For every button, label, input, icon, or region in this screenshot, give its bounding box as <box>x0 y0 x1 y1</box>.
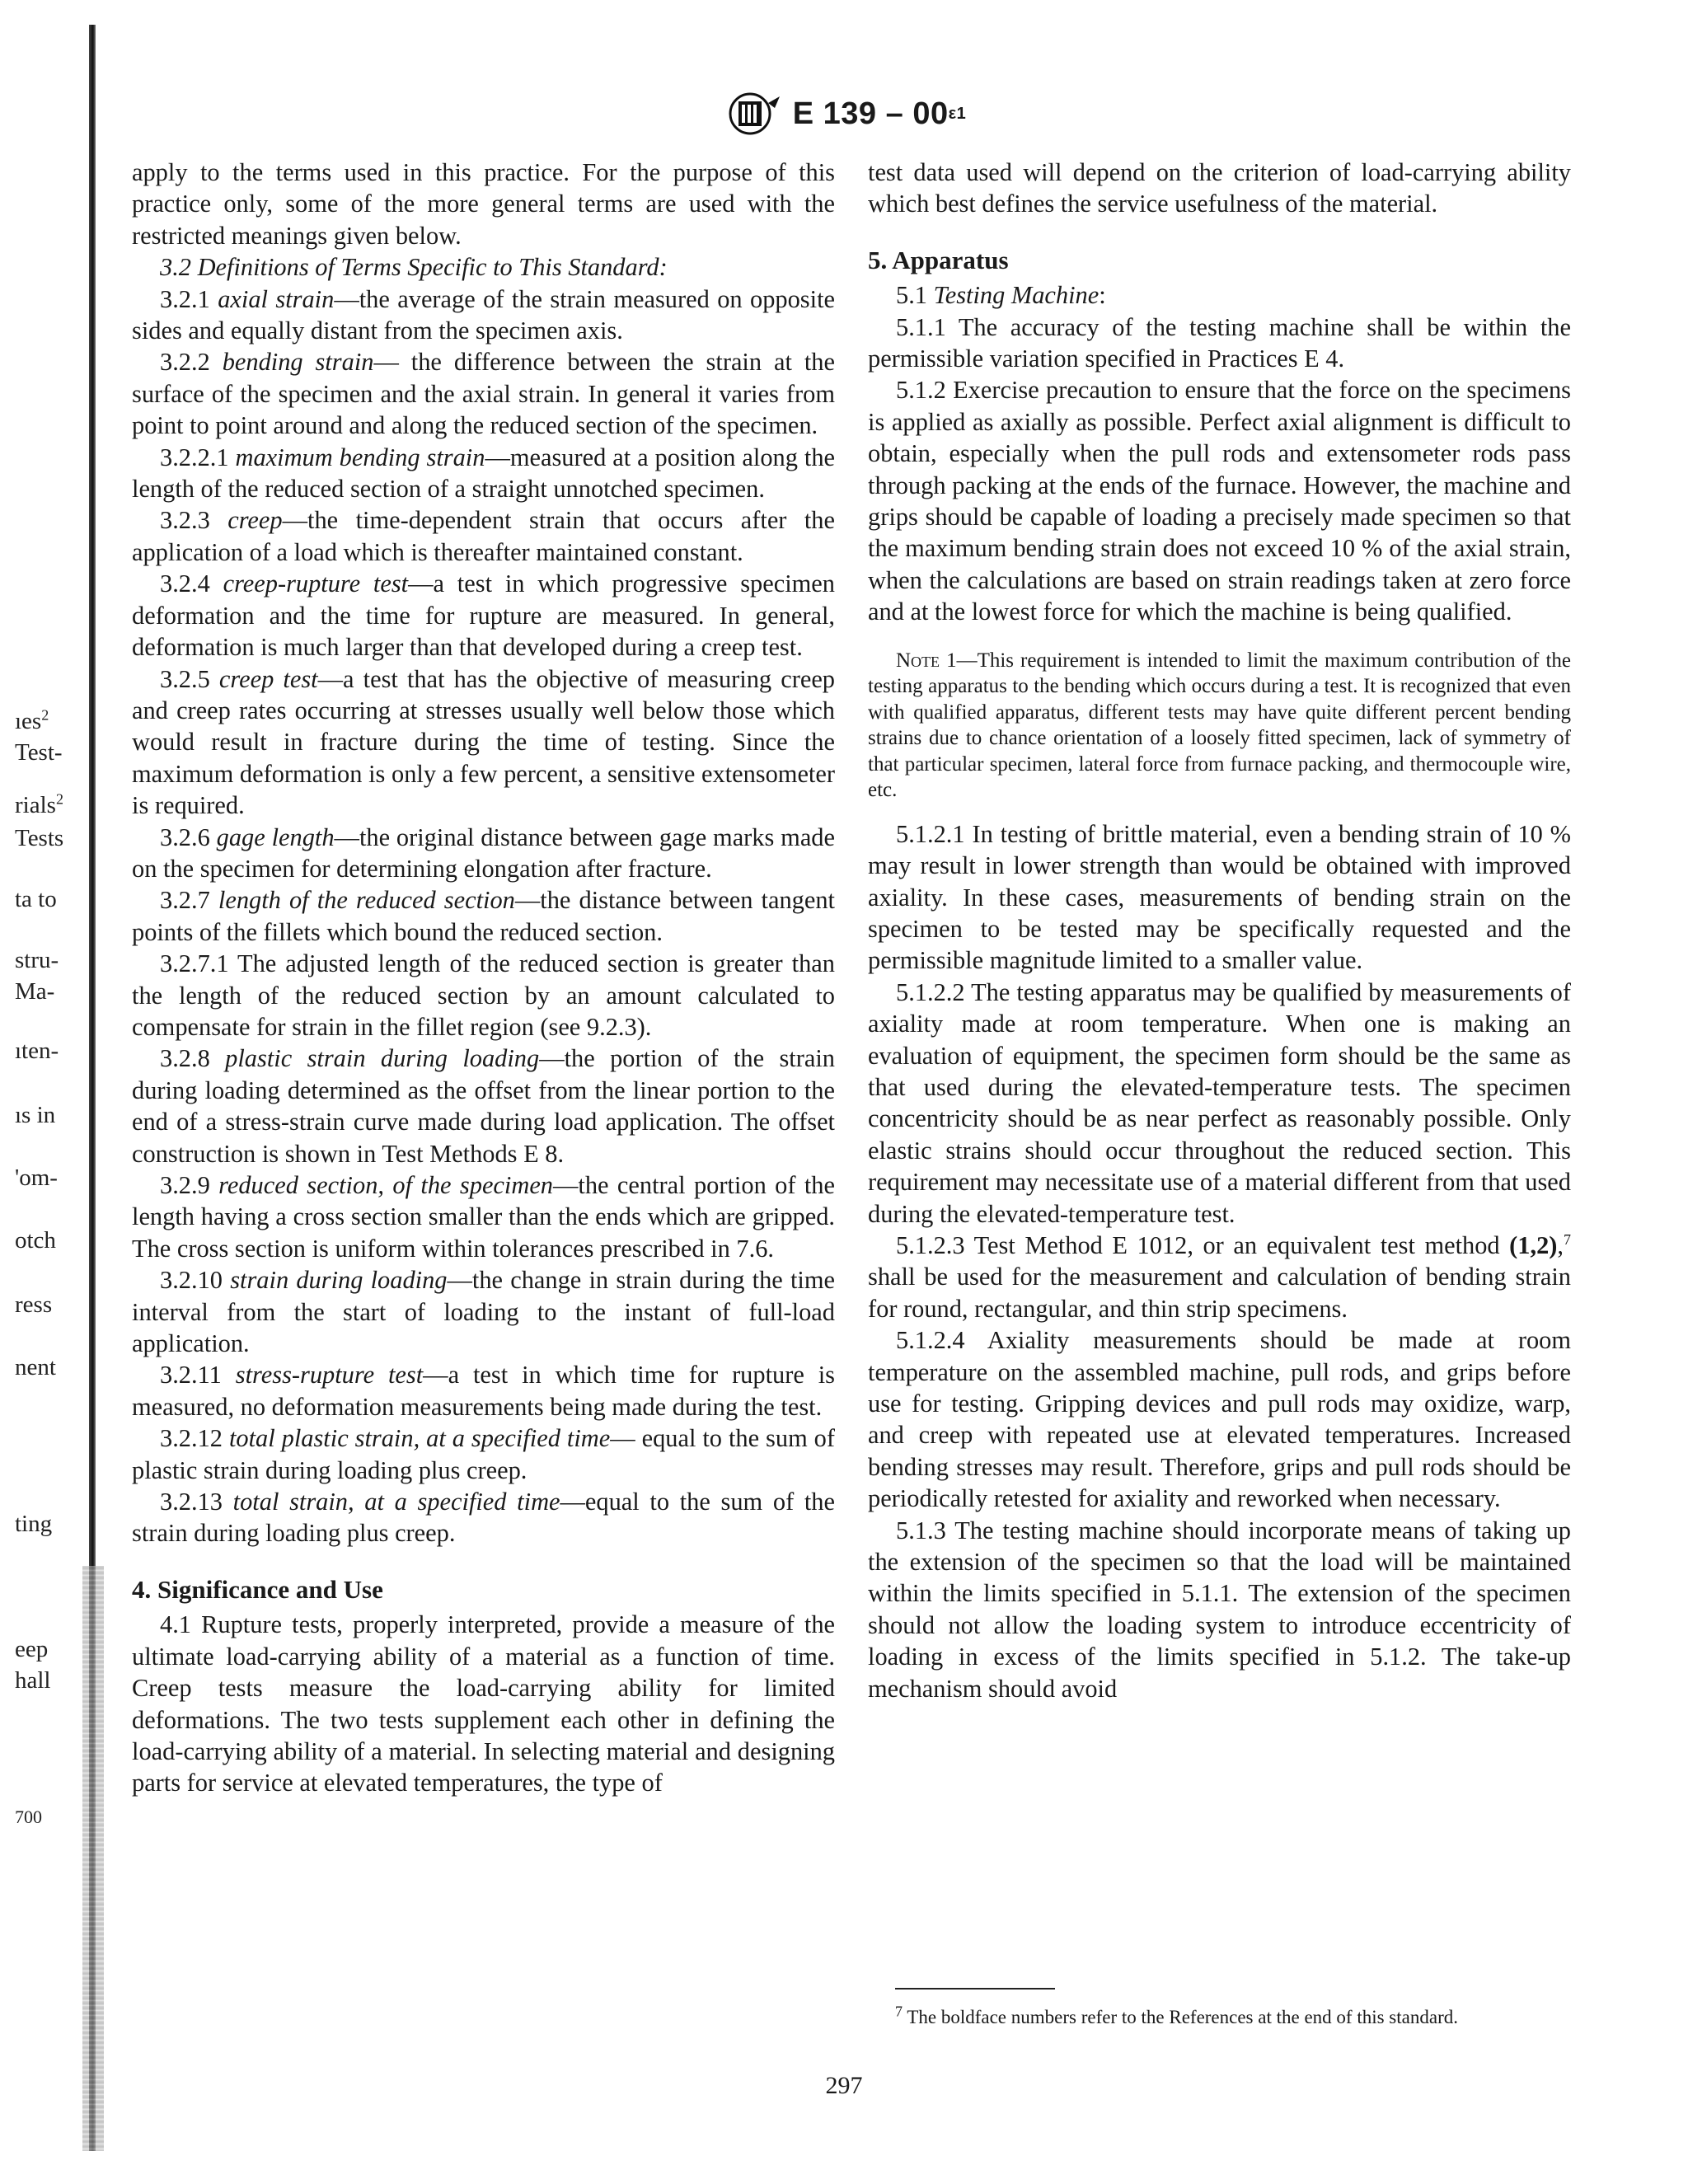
definition-3-2-2-1: 3.2.2.1 maximum bending strain—measured at a position along the length of the reduced section of a straight unnotched specimen. <box>132 443 836 504</box>
definition-3-2-13: 3.2.13 total strain, at a specified time—equal to the sum of the strain during loading plus creep. <box>132 1488 835 1548</box>
margin-fragment: nent <box>15 1354 56 1380</box>
paragraph-4-1: 4.1 Rupture tests, properly interpreted, provide a measure of the ultimate load-carrying ability of a material as a function of time. Creep tests measure the load-carrying ability for limited deformations. The two tests supplement each other in defining the load-carrying ability of a material. In selecting material and designing parts for service at elevated temperatures, the type of <box>132 1610 835 1797</box>
definition-3-2-5: 3.2.5 creep test—a test that has the objective of measuring creep and creep rates occurring at stresses usually well below those which would result in fracture during the time of testing. Since the maximum deformation is only a few percent, a sensitive extensometer is required. <box>132 664 835 820</box>
footnote: $^7$ The boldface numbers refer to the References at the end of this standard. <box>895 2003 1458 2027</box>
paragraph-5-1-2-2: 5.1.2.2 The testing apparatus may be qualified by measurements of axiality made at room temperature. When one is making an evaluation of equipment, the specimen form should be the same as that used during the elevated-temperature tests. The specimen concentricity should be as near perfect as reasonably possible. Only elastic strains should occur throughout the reduced section. This requirement may necessitate use of a material different from that used during the elevated-temperature test. <box>868 977 1571 1228</box>
margin-fragment: ta to <box>15 886 57 912</box>
definition-3-2-7: 3.2.7 length of the reduced section—the distance between tangent points of the fillets which bound the reduced section. <box>132 886 835 946</box>
margin-fragment: ıes$^2$ <box>15 706 49 734</box>
definition-3-2-11: 3.2.11 stress-rupture test—a test in which time for rupture is measured, no deformation measurements being made during the test. <box>132 1361 836 1421</box>
paragraph-5-1-2-3: 5.1.2.3 Test Method E 1012, or an equivalent test method (1,2),$^7$ shall be used for the measurement and calculation of bending strain for round, rectangular, and thin strip specimens. <box>868 1230 1571 1323</box>
standard-designation: E 139 – 00 <box>792 96 949 131</box>
margin-fragment: ress <box>15 1291 53 1318</box>
paragraph-5-1-2-4: 5.1.2.4 Axiality measurements should be made at room temperature on the assembled machine, pull rods, and grips before use for testing. Gripping devices and pull rods may oxidize, warp, and creep with repeated use at elevated temperatures. Increased bending stresses may result. Therefore, grips and pull rods should be periodically retested for axiality and reworked when necessary. <box>868 1326 1571 1513</box>
margin-fragment: rials$^2$ <box>15 790 63 818</box>
definition-3-2-3: 3.2.3 creep—the time-dependent strain that occurs after the application of a load which is thereafter maintained constant. <box>132 506 835 566</box>
section-heading-apparatus: 5. Apparatus <box>868 245 1009 274</box>
section-heading-significance: 4. Significance and Use <box>132 1574 383 1604</box>
definition-3-2-8: 3.2.8 plastic strain during loading—the portion of the strain during loading determined as the offset from the linear portion to the end of a stress-strain curve made during load application. The offset construction is shown in Test Methods E 8. <box>132 1044 835 1168</box>
margin-fragment: ıten- <box>15 1038 59 1064</box>
margin-fragment: Ma- <box>15 978 55 1005</box>
margin-fragment: Test- <box>15 739 63 766</box>
paragraph-continued: test data used will depend on the criterion of load-carrying ability which best defines the service usefulness of the material. <box>868 158 1571 218</box>
definition-3-2-7-1: 3.2.7.1 The adjusted length of the reduced section is greater than the length of the reduced section by an amount calculated to compensate for strain in the fillet region (see 9.2.3). <box>132 949 835 1041</box>
right-column <box>868 157 1571 1704</box>
margin-fragment: eep <box>15 1636 49 1662</box>
subsection-heading: 3.2 Definitions of Terms Specific to This Standard: <box>160 253 668 282</box>
paragraph-5-1-2-1: 5.1.2.1 In testing of brittle material, even a bending strain of 10 % may result in lower strength than would be obtained with improved axiality. In these cases, measurements of bending strain on the specimen to be tested may be specifically requested and the permissible magnitude limited to a smaller value. <box>868 819 1571 975</box>
paragraph-5-1-1: 5.1.1 The accuracy of the testing machine shall be within the permissible variation specified in Practices E 4. <box>868 312 1571 373</box>
footnote-rule <box>895 1988 1055 1990</box>
astm-logo-icon <box>722 91 781 136</box>
margin-fragment: ıs in <box>15 1102 56 1128</box>
left-column <box>132 157 835 1799</box>
definition-3-2-12: 3.2.12 total plastic strain, at a specified time— equal to the sum of plastic strain during loading plus creep. <box>132 1424 835 1484</box>
margin-fragment: hall <box>15 1667 51 1694</box>
definition-3-2-4: 3.2.4 creep-rupture test—a test in which progressive specimen deformation and the time for rupture are measured. In general, deformation is much larger than that developed during a creep test. <box>132 569 835 662</box>
margin-fragment: 700 <box>15 1807 42 1827</box>
paragraph-5-1-3: 5.1.3 The testing machine should incorporate means of taking up the extension of the specimen so that the load will be maintained within the limits specified in 5.1.1. The extension of the specimen should not allow the loading system to introduce eccentricity of loading in excess of the limits specified in 5.1.2. The take-up mechanism should avoid <box>868 1516 1571 1703</box>
definition-3-2-10: 3.2.10 strain during loading—the change in strain during the time interval from the start of loading to the instant of full-load application. <box>132 1266 835 1358</box>
page-header <box>0 89 1688 138</box>
definition-3-2-2: 3.2.2 bending strain— the difference between the strain at the surface of the specimen and the axial strain. In general it varies from point to point around and along the reduced section of the specimen. <box>132 348 835 440</box>
binding-shadow <box>82 1566 104 2151</box>
margin-fragment: stru- <box>15 947 59 973</box>
epsilon-mark: ε1 <box>948 104 967 123</box>
margin-fragment: Tests <box>15 825 64 851</box>
definition-3-2-6: 3.2.6 gage length—the original distance between gage marks made on the specimen for determining elongation after fracture. <box>132 823 835 883</box>
margin-fragment: otch <box>15 1227 56 1254</box>
paragraph: apply to the terms used in this practice. For the purpose of this practice only, some of the more general terms are used with the restricted meanings given below. <box>132 158 835 250</box>
paragraph-5-1: 5.1 Testing Machine: <box>896 281 1106 310</box>
paragraph-5-1-2: 5.1.2 Exercise precaution to ensure that the force on the specimens is applied as axially as possible. Perfect axial alignment is difficult to obtain, especially when the pull rods and extensometer rods pass through packing at the ends of the furnace. However, the machine and grips should be capable of loading a precisely made specimen so that the maximum bending strain does not exceed 10 % of the axial strain, when the calculations are based on strain readings taken at zero force and at the lowest force for which the machine is being qualified. <box>868 376 1571 626</box>
note-1: Note 1—This requirement is intended to limit the maximum contribution of the testing apparatus to the bending which occurs during a test. It is recognized that even with qualified apparatus, different tests may have quite different percent bending strains due to chance orientation of a loosely fitted specimen, lack of symmetry of that particular specimen, lateral force from furnace packing, and thermocouple wire, etc. <box>868 649 1571 802</box>
definition-3-2-9: 3.2.9 reduced section, of the specimen—the central portion of the length having a cross section smaller than the ends which are gripped. The cross section is uniform within tolerances prescribed in 7.6. <box>132 1171 835 1263</box>
margin-fragment: 'om- <box>15 1165 58 1191</box>
margin-fragment: ting <box>15 1511 53 1537</box>
page-number: 297 <box>825 2072 863 2099</box>
definition-3-2-1: 3.2.1 axial strain—the average of the strain measured on opposite sides and equally distant from the specimen axis. <box>132 284 835 345</box>
